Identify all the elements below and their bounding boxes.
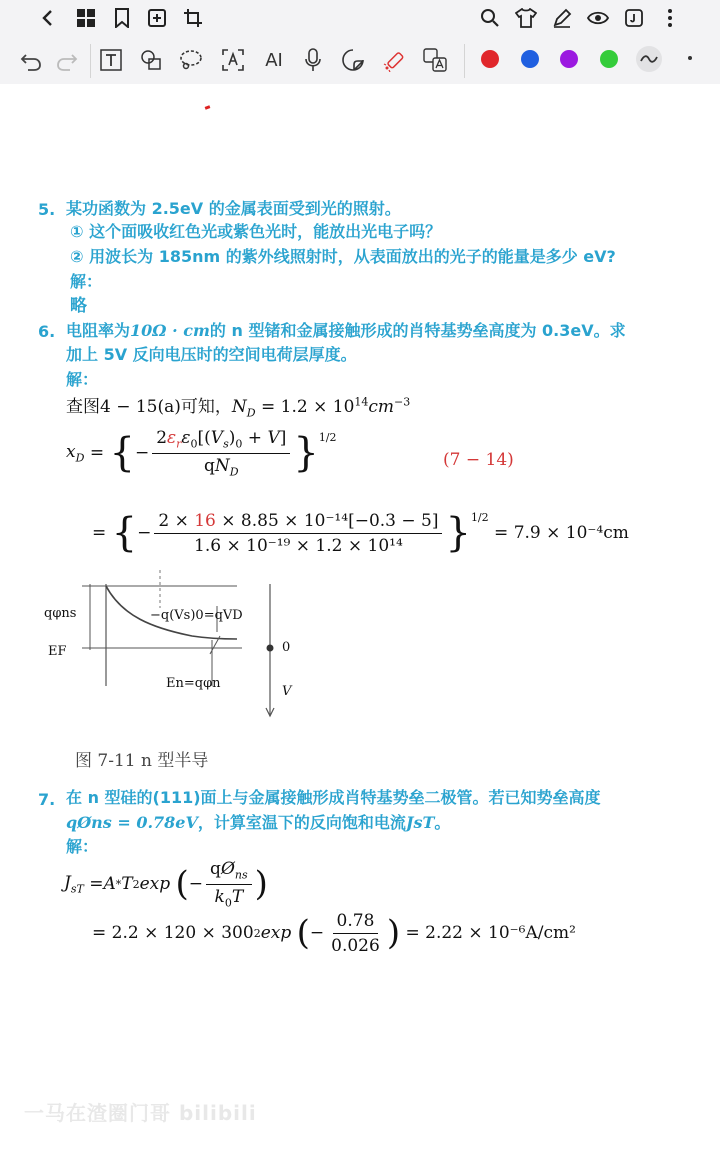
q5-answer-label: 解： — [70, 272, 103, 291]
laser-pointer-icon[interactable] — [382, 47, 408, 73]
q7-line2-b: ，计算室温下的反向饱和电流 — [197, 813, 406, 832]
q7-jst-formula: $J_{sT}$ = A * T 2 exp ( − $\frac{qØ_{ns}}{k_0T}$ ) — [64, 859, 268, 909]
q6-xd-formula: $x_D$ = { − $\frac{2\varepsilon_r\varepsilon_0[(V_s)_0 + V]}{qN_D}$ } 1/2 — [66, 428, 337, 478]
q7-line2-d: 。 — [434, 813, 451, 832]
q6-line2: 加上 5V 反向电压时的空间电荷层厚度。 — [66, 345, 357, 364]
q7-res-num: 0.78 — [333, 911, 379, 934]
eye-read-mode-icon[interactable] — [586, 6, 610, 30]
q6-line1 — [66, 319, 626, 343]
small-dot-icon[interactable] — [684, 52, 696, 64]
q7-line1: 在 n 型硅的(111)面上与金属接触形成肖特基势垒二极管。若已知势垒高度 — [66, 788, 601, 807]
q6-lookup-line: 查图4 − 15(a)可知，$N_D = 1.2 \times 10^{14}cm^{-3}$ — [66, 395, 411, 420]
q7-jst: JsT — [405, 813, 435, 832]
q5-line3: ② 用波长为 185nm 的紫外线照射时，从表面放出的光子的能量是多少 eV? — [70, 247, 616, 266]
q6-line1-a: 电阻率为 — [66, 321, 131, 340]
color-purple-swatch[interactable] — [560, 50, 578, 68]
document-mode-icon[interactable] — [622, 6, 646, 30]
fig-label-qphins: qφns — [44, 606, 77, 621]
band-diagram-svg — [42, 566, 312, 726]
grid-view-icon[interactable] — [74, 6, 98, 30]
sticker-icon[interactable] — [340, 47, 366, 73]
q7-number: 7. — [38, 790, 56, 809]
q6-sub-num-red: 16 — [194, 510, 216, 531]
pen-edit-icon[interactable] — [550, 6, 574, 30]
q6-lookup-text: 查图4 − 15(a)可知， — [66, 397, 232, 417]
toolbar-separator — [464, 44, 465, 78]
fig-label-v: V — [282, 684, 292, 699]
ocr-icon[interactable] — [220, 47, 246, 73]
q6-sub-num-b: × 8.85 × 10⁻¹⁴[−0.3 − 5] — [215, 510, 439, 531]
undo-icon[interactable] — [18, 48, 44, 74]
band-diagram-figure — [42, 566, 312, 726]
q5-number: 5. — [38, 200, 56, 219]
color-red-swatch[interactable] — [481, 50, 499, 68]
bookmark-icon[interactable] — [110, 6, 134, 30]
q7-res-tail: = 2.22 × 10⁻⁶A/cm² — [405, 923, 576, 943]
back-chevron-icon[interactable] — [36, 6, 60, 30]
q6-resistivity: 10Ω · cm — [130, 321, 210, 340]
q6-line1-c: 的 n 型锗和金属接触形成的肖特基势垒高度为 0.3eV。求 — [209, 321, 626, 340]
q7-barrier-height: qØns = 0.78eV — [66, 813, 198, 832]
color-blue-swatch[interactable] — [521, 50, 539, 68]
q7-result: = 2.2 × 120 × 300 2 exp ( − $\frac{0.78}{0.026}$ ) = 2.22 × 10⁻⁶A/cm² — [92, 910, 576, 956]
q6-equation-ref: (7 − 14) — [443, 450, 514, 470]
q7-res-den: 0.026 — [331, 935, 380, 956]
watermark: 一马在渣圈门哥 bilibili — [24, 1101, 257, 1125]
fig-label-ef: EF — [48, 644, 67, 659]
q6-sub-den: 1.6 × 10⁻¹⁹ × 1.2 × 10¹⁴ — [194, 535, 403, 556]
fig-label-zero: 0 — [282, 640, 291, 655]
toolbar-separator — [90, 44, 91, 78]
band-origin-dot — [267, 645, 274, 652]
q5-line1: 某功函数为 2.5eV 的金属表面受到光的照射。 — [66, 199, 401, 218]
q6-substitution: = { − $\frac{\text{2 × 16 × 8.85 × 10⁻¹⁴[−0.3 − 5]}}{\text{1.6 × 10⁻¹⁹ × 1.2 × 10¹⁴}}$ } 1/2 = 7.9 × 10⁻⁴cm — [92, 510, 629, 556]
theme-shirt-icon[interactable] — [514, 6, 538, 30]
fig-label-en: En=qφn — [166, 676, 221, 691]
ai-icon[interactable]: AI — [265, 49, 283, 71]
stroke-style-icon[interactable] — [636, 46, 662, 72]
crop-icon[interactable] — [181, 6, 205, 30]
q6-sub-num-a: 2 × — [158, 510, 195, 531]
color-green-swatch[interactable] — [600, 50, 618, 68]
mic-icon[interactable] — [300, 47, 326, 73]
q5-answer: 略 — [70, 296, 87, 316]
top-bar — [0, 0, 720, 36]
q6-answer-label: 解： — [66, 370, 99, 389]
q6-result: = 7.9 × 10⁻⁴cm — [494, 523, 629, 543]
translate-icon[interactable] — [422, 47, 448, 73]
text-box-icon[interactable] — [98, 47, 124, 73]
add-page-icon[interactable] — [145, 6, 169, 30]
q7-line2 — [66, 811, 450, 835]
redo-icon[interactable] — [54, 48, 80, 74]
q7-answer-label: 解： — [66, 837, 99, 856]
q6-number: 6. — [38, 322, 56, 341]
shapes-icon[interactable] — [138, 47, 164, 73]
fig-label-qvs: −q(Vs)0=qVD — [150, 608, 243, 623]
search-icon[interactable] — [478, 6, 502, 30]
more-options-icon[interactable] — [658, 6, 682, 30]
q5-line2: ① 这个面吸收红色光或紫色光时，能放出光电子吗？ — [70, 222, 442, 241]
lasso-icon[interactable] — [178, 47, 204, 73]
figure-caption: 图 7-11 n 型半导 — [75, 751, 209, 771]
